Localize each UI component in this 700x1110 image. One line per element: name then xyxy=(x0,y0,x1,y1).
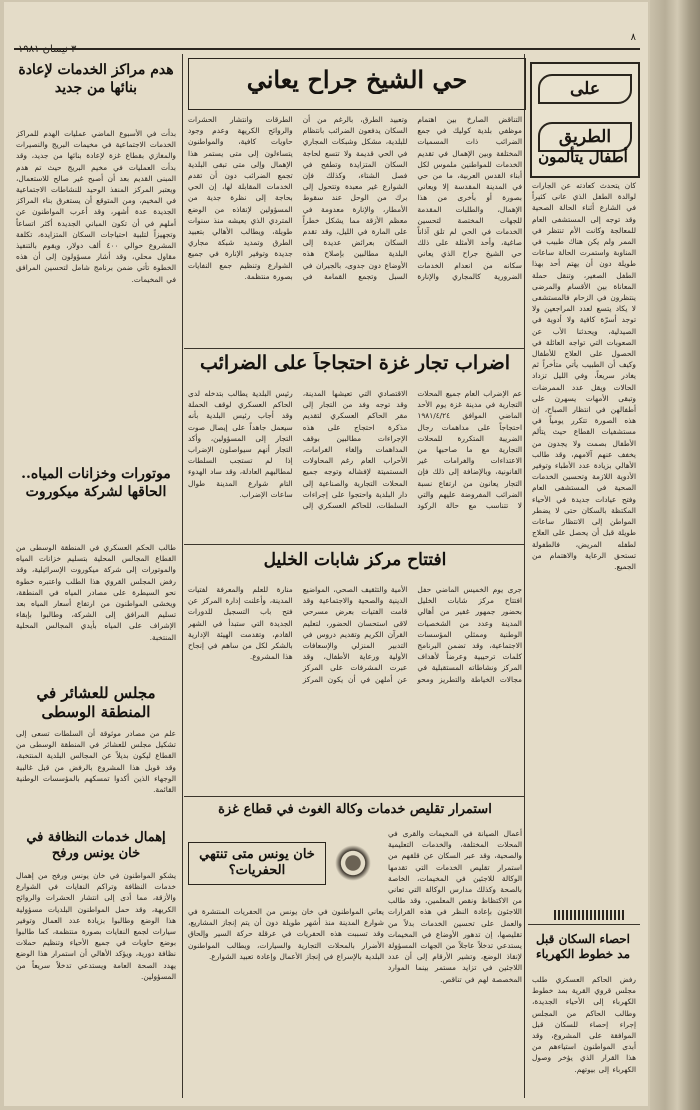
atfal-body: كان يتحدث كعادته عن الجارات لوالدة الطفل الذي عانى كثيراً في الشارع أثناء الحالة الصحية وقد توجه إلى المستشفى العام للمعالجة وكانت الأم تنتظر في الممر ولم يكن هناك طبيب في المناوبة واستمرت الحالة ساعات طويلة دون أن يهتم أحد بهذا الطفل الصغير، وتنقل حملة المعاناة بين الأقسام والمرضى ينتظرون في الزحام فالمستشفى لا يكاد يتسع لعدد المراجعين ولا توجد أسرّة كافية ولا أدوية في الصيدلية، ويحدثنا الأب عن الصعوبات التي تواجه العائلة في الحصول على العلاج للأطفال وكيف أن الطبيب يأتي متأخراً ثم يغادر سريعاً، وفي الليل تزداد الحالات ويقل عدد الممرضات وتبقى الأمهات يسهرن على أطفالهن في انتظار الصباح، إن هذه الصورة تتكرر يومياً في مستشفيات القطاع حيث يتألم الأطفال بصمت ولا يجدون من يخفف عنهم آلامهم، وقد طالب الأهالي بزيادة عدد الأطباء وتوفير الأدوية اللازمة وتحسين الخدمات الصحية في المستشفى العام وفتح عيادات جديدة في الأحياء المكتظة بالسكان حتى لا يضطر المواطن إلى الانتظار ساعات طويلة قبل أن يحصل على العلاج لطفله المريض، فالطفولة تستحق الرعاية والاهتمام من الجميع. xyxy=(532,181,636,571)
khanyunis-headline: خان يونس متى تنتهي الحفريات؟ xyxy=(188,842,326,885)
iftitah-headline: افتتاح مركز شابات الخليل xyxy=(263,550,447,570)
section-rule xyxy=(184,796,524,797)
mawatir-headline: موتورات وخزانات المياه.. الحاقها لشركة ميكوروت xyxy=(21,466,171,500)
idrab-headline: اضراب تجار غزة احتجاجاً على الضرائب xyxy=(199,352,511,374)
atfal-headline: أطفال يتألمون xyxy=(538,148,628,166)
majlis-body: علم من مصادر موثوقة أن السلطات تسعى إلى تشكيل مجلس للعشائر في المنطقة الوسطى من القطاع ليكون بديلاً عن المجالس البلدية المنتخبة، وقد قوبل هذا المشروع بالرفض من قبل غالبية الوجهاء الذين أكدوا تمسكهم بالمؤسسات الوطنية القائمة. xyxy=(16,729,176,795)
hadm-body: بدأت في الأسبوع الماضي عمليات الهدم للمراكز الخدمات الاجتماعية في مخيمات البريج والنصيرات والمغازي بقطاع غزة لإعادة بنائها من جديد، وقد بدأت العمليات في مخيم البريج حيث تم هدم المبنى القديم بعد أن أصبح غير صالح للاستعمال، ويعتبر المركز المنفذ الوحيد للنشاطات الاجتماعية في المخيم، ومن المتوقع أن يستغرق بناء المراكز الجديدة عدة أشهر، وقد أعرب المواطنون عن أملهم في أن تكون المباني الجديدة أكثر اتساعاً وتجهيزاً لتلبية احتياجات السكان المتزايدة، تكلفة المشروع حوالي ٤٠٠ ألف دولار، ويقوم بالتنفيذ مقاول محلي، وقد أشار مسؤولون إلى أن هذه الخطوة تأتي ضمن برنامج شامل لتحسين المرافق في المخيمات. xyxy=(16,129,176,284)
header-rule xyxy=(14,48,640,50)
iftitah-body: جرى يوم الخميس الماضي حفل افتتاح مركز شابات الخليل بحضور جمهور غفير من أهالي المدينة وعدد من الشخصيات الوطنية وممثلي المؤسسات الاجتماعية، وقد تضمن البرنامج كلمات ترحيبية وعرضاً لأهداف المركز ونشاطاته المستقبلية في مجالات الخياطة والتطريز ومحو الأمية والتثقيف الصحي، المواضيع الدينية والصحية والاجتماعية وقد قامت الفتيات بعرض مسرحي لاقى استحسان الحضور، لتعليم القرآن الكريم وتقديم دروس في التدبير المنزلي والإسعافات الأولية ورعاية الأطفال، وقد عبرت المشرفات على المركز عن أملهن في أن يكون المركز منارة للعلم والمعرفة لفتيات المدينة، وأعلنت إدارة المركز عن فتح باب التسجيل للدورات الجديدة التي ستبدأ في الشهر القادم، وتقدمت الهيئة الإدارية بالشكر لكل من ساهم في إنجاح هذا المشروع. xyxy=(188,585,522,684)
column-rule xyxy=(524,54,525,1098)
idrab-body: عم الإضراب العام جميع المحلات التجارية في مدينة غزة يوم الأحد الماضي الموافق ١٩٨١/٤/٢٤ احتجاجاً على مداهمات رجال الضريبة المتكررة للمحلات التجارية مع ما صاحبها من الاعتداءات والغرامات غير القانونية، وبالإضافة إلى ذلك فإن التجار يعانون من ارتفاع نسبة الضرائب المفروضة عليهم والتي لا تتناسب مع حالة الركود الاقتصادي التي تعيشها المدينة، وقد توجه وفد من التجار إلى مقر الحاكم العسكري لتقديم مذكرة احتجاج على هذه الإجراءات مطالبين بوقف المداهمات وإلغاء الغرامات، الأحراب العام رغم المحاولات المستميتة لإفشاله وتوجه جميع المحلات التجارية والصناعية إلى دار البلدية واحتجوا على إجراءات السلطات، للحاكم العسكري إلى رئيس البلدية يطالب بتدخله لدى الحاكم العسكري لوقف الحملة وقد أجاب رئيس البلدية بأنه سيعمل جاهداً على إيصال صوت التجار إلى المسؤولين، وأكد التجار أنهم سيواصلون الإضراب إذا لم تستجب السلطات لمطالبهم العادلة، وقد ساد الهدوء التام شوارع المدينة طوال ساعات الإضراب. xyxy=(188,389,522,511)
section-rule xyxy=(184,544,524,545)
page-number: ٨ xyxy=(630,32,636,43)
ihsa-headline: احصاء السكان قبل مد خطوط الكهرباء xyxy=(535,932,631,961)
book-binding xyxy=(650,0,700,1110)
newspaper-page xyxy=(4,2,648,1106)
istimrar-headline: استمرار تقليص خدمات وكالة الغوث في قطاع غزة xyxy=(218,802,492,817)
khanyunis-body: يعاني المواطنون في خان يونس من الحفريات المنتشرة في شوارع المدينة منذ أشهر طويلة دون أن يتم إنجاز المشاريع، وقد تسببت هذه الحفريات في عرقلة حركة السير وإلحاق الأضرار بالمحلات التجارية والسيارات، ويطالب المواطنون البلدية بالإسراع في إنجاز الأعمال وإعادة تعبيد الشوارع. xyxy=(188,907,384,961)
ihmal-body: يشكو المواطنون في خان يونس ورفح من إهمال خدمات النظافة وتراكم النفايات في الشوارع والأزقة، مما أدى إلى انتشار الحشرات والروائح الكريهة، وقد حمل المواطنون البلديات مسؤولية هذا الوضع وطالبوا بزيادة عدد العمال وتوفير سيارات لجمع النفايات بصورة منتظمة، كما طالبوا بوضع حاويات في جميع الأحياء وتنظيم حملات نظافة دورية، ويؤكد الأهالي أن استمرار هذا الوضع يهدد الصحة العامة ويستدعي تدخلاً سريعاً من المسؤولين. xyxy=(16,871,176,981)
section-rule xyxy=(184,348,524,349)
hay-sheikh-masthead xyxy=(188,58,526,110)
issue-date: ٣٠ نيسان ١٩٨١ xyxy=(18,44,82,55)
istimrar-body: أعمال الصيانة في المخيمات والقرى في المحلات المختلفة، والخدمات التعليمية والصحية، وقد عبر السكان عن قلقهم من استمرار تقليص الخدمات التي تقدمها الوكالة للاجئين في المخيمات، الخاصة بالصحة وكذلك مدارس الوكالة التي تعاني من الاكتظاظ ونقص المعلمين، وقد طالب اللاجئون بإعادة النظر في هذه القرارات والعمل على تحسين الخدمات بدلاً من تقليصها، إن تدهور الأوضاع في المخيمات يستدعي تدخلاً عاجلاً من الجهات المسؤولة لإنقاذ الوضع، وتشير الأرقام إلى أن عدد اللاجئين في تزايد مستمر بينما الموارد المخصصة لهم في تناقص. xyxy=(388,829,522,984)
decorative-emblem xyxy=(332,842,374,884)
mawatir-body: طالب الحكم العسكري في المنطقة الوسطى من القطاع المجالس المحلية بتسليم خزانات المياه والموتورات إلى شركة ميكوروت الإسرائيلية، وقد رفض المجلس القروي هذا الطلب واعتبره خطوة نحو السيطرة على مصادر المياه في المنطقة، ويخشى المواطنون من ارتفاع أسعار المياه بعد تسليم المرافق إلى الشركة، وطالبوا بإبقاء الإشراف على المياه بأيدي المجالس المحلية المنتخبة. xyxy=(16,543,176,642)
hay-sheikh-body: التناقض الصارخ بين اهتمام موظفي بلدية كوليك في جمع الضرائب ذات المسميات المختلفة وبين الإهمال في تقديم الخدمات للمواطنين ملموس لكل أبناء القدس العربية، ما من حي في المدينة المقدسة إلا ويعاني بصورة أو بأخرى من هذا الإهمال، والطلبات المقدمة للجهات المختصة لتحسين الخدمات في الحي لم تلق آذاناً صاغية، وأحد الأمثلة على ذلك حي الشيخ جراح الذي يعاني سكانه من انعدام الخدمات الضرورية كالمجاري والإنارة وتعبيد الطرق، بالرغم من أن السكان يدفعون الضرائب بانتظام للبلدية، مشكل وشبكات المجاري في الحي قديمة ولا تتسع لحاجة السكان المتزايدة وتطفح في فصل الشتاء، وكذلك فإن الشوارع غير معبدة وتتحول إلى برك من الوحل عند سقوط الأمطار، والإنارة معدومة في معظم الأزقة مما يشكل خطراً على المارة في الليل، وقد تقدم السكان بعرائض عديدة إلى البلدية مطالبين بإصلاح هذه الأوضاع دون جدوى، بالجيران في السبل وتجمع القمامة في الطرقات وانتشار الحشرات والروائح الكريهة وعدم وجود حاويات كافية، والمواطنون يتساءلون إلى متى يستمر هذا الإهمال وإلى متى تبقى البلدية تجمع الضرائب دون أن تقدم الخدمات المقابلة لها، إن الحي بحاجة إلى نظرة جدية من المسؤولين لإنقاذه من الوضع المتردي الذي يعيشه منذ سنوات طويلة، ويطالب الأهالي بتعبيد الطرق وتمديد شبكة مجاري جديدة وتوفير الإنارة في جميع الشوارع وتنظيم جمع النفايات بصورة منتظمة. xyxy=(188,115,522,281)
hadm-headline: هدم مراكز الخدمات لإعادة بنائها من جديد xyxy=(18,62,174,96)
ihmal-headline: إهمال خدمات النظافة في خان يونس ورفح xyxy=(26,830,166,862)
column-end-mark xyxy=(554,910,626,920)
hay-sheikh-headline: حي الشيخ جراح يعاني xyxy=(246,65,468,94)
section-rule xyxy=(528,924,640,925)
majlis-headline: مجلس للعشائر في المنطقة الوسطى xyxy=(36,684,156,721)
ala-banner: على xyxy=(538,74,632,104)
column-rule xyxy=(182,54,183,1098)
tariq-banner: الطريق xyxy=(538,122,632,152)
ihsa-body: رفض الحاكم العسكري طلب مجلس قروي القرية بمد خطوط الكهرباء إلى الأحياء الجديدة، وطالب الحاكم من المجلس إجراء إحصاء للسكان قبل الموافقة على المشروع، وقد أبدى المواطنون استياءهم من هذا القرار الذي يؤخر وصول الكهرباء إلى بيوتهم. xyxy=(532,975,636,1074)
